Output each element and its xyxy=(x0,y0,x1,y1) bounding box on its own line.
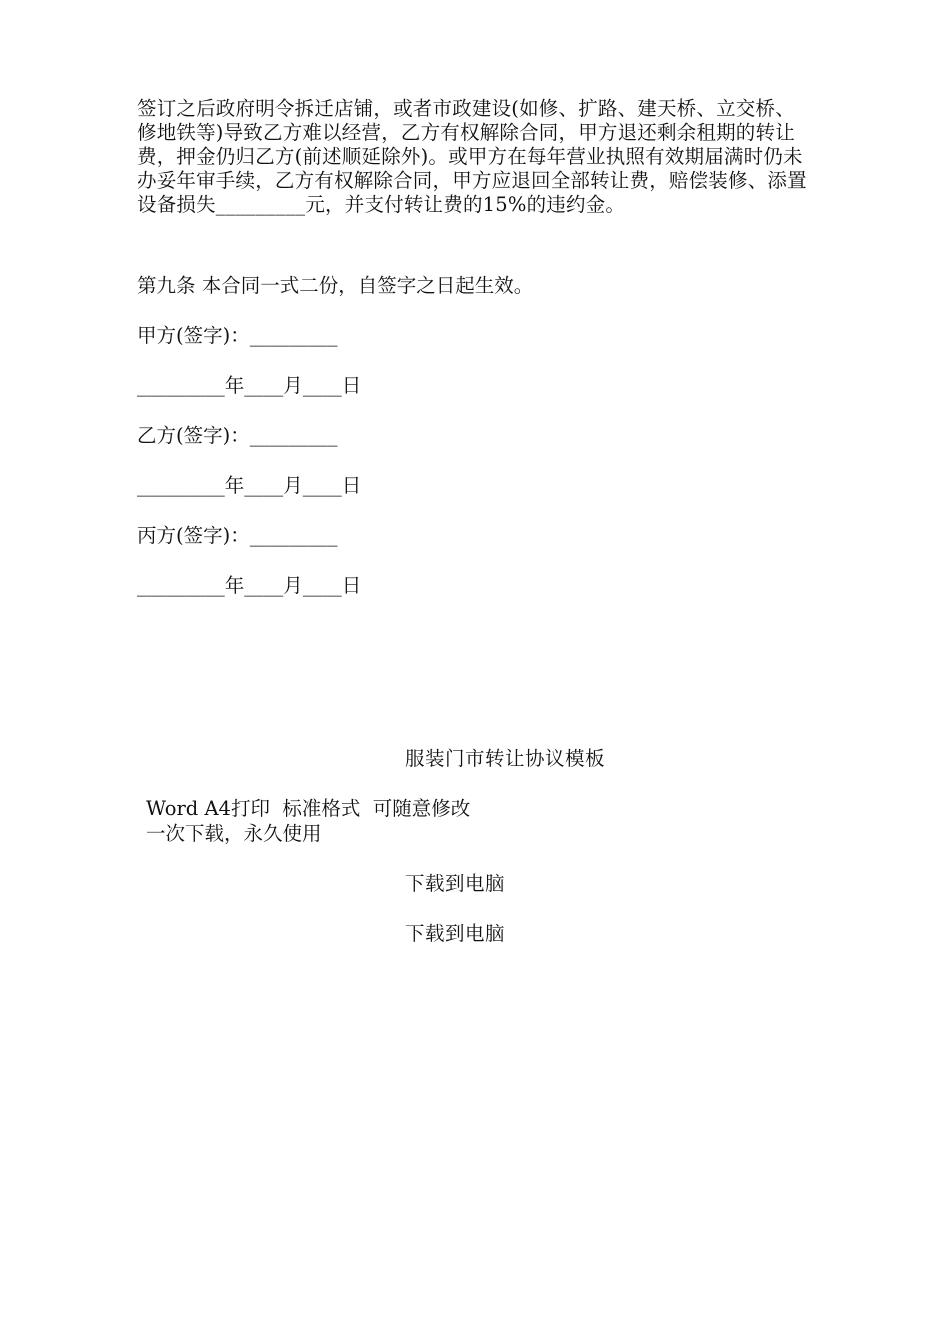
party-a-date: _________年____月____日 xyxy=(137,374,362,397)
template-title: 服装门市转让协议模板 xyxy=(405,747,606,770)
template-usage: 一次下载，永久使用 xyxy=(146,822,322,845)
party-c-date: _________年____月____日 xyxy=(137,574,362,597)
clause-9: 第九条 本合同一式二份，自签字之日起生效。 xyxy=(137,274,534,297)
template-features: Word A4打印 标准格式 可随意修改 xyxy=(146,797,471,820)
party-a-signature: 甲方(签字)：_________ xyxy=(137,324,338,347)
party-b-date: _________年____月____日 xyxy=(137,474,362,497)
party-c-signature: 丙方(签字)：_________ xyxy=(137,524,338,547)
party-b-signature: 乙方(签字)：_________ xyxy=(137,424,338,447)
download-link-2[interactable]: 下载到电脑 xyxy=(405,922,506,945)
download-link-1[interactable]: 下载到电脑 xyxy=(405,872,506,895)
clause-8-tail-paragraph: 签订之后政府明令拆迁店铺，或者市政建设(如修、扩路、建天桥、立交桥、修地铁等)导致乙方难以经营，乙方有权解除合同，甲方退还剩余租期的转让费，押金仍归乙方(前述顺延除外)。或甲方在每年营业执照有效期届满时仍未办妥年审手续，乙方有权解除合同，甲方应退回全部转让费，赔偿装修、添置设备损失_________元，并支付转让费的15%的违约金。 xyxy=(137,97,807,216)
